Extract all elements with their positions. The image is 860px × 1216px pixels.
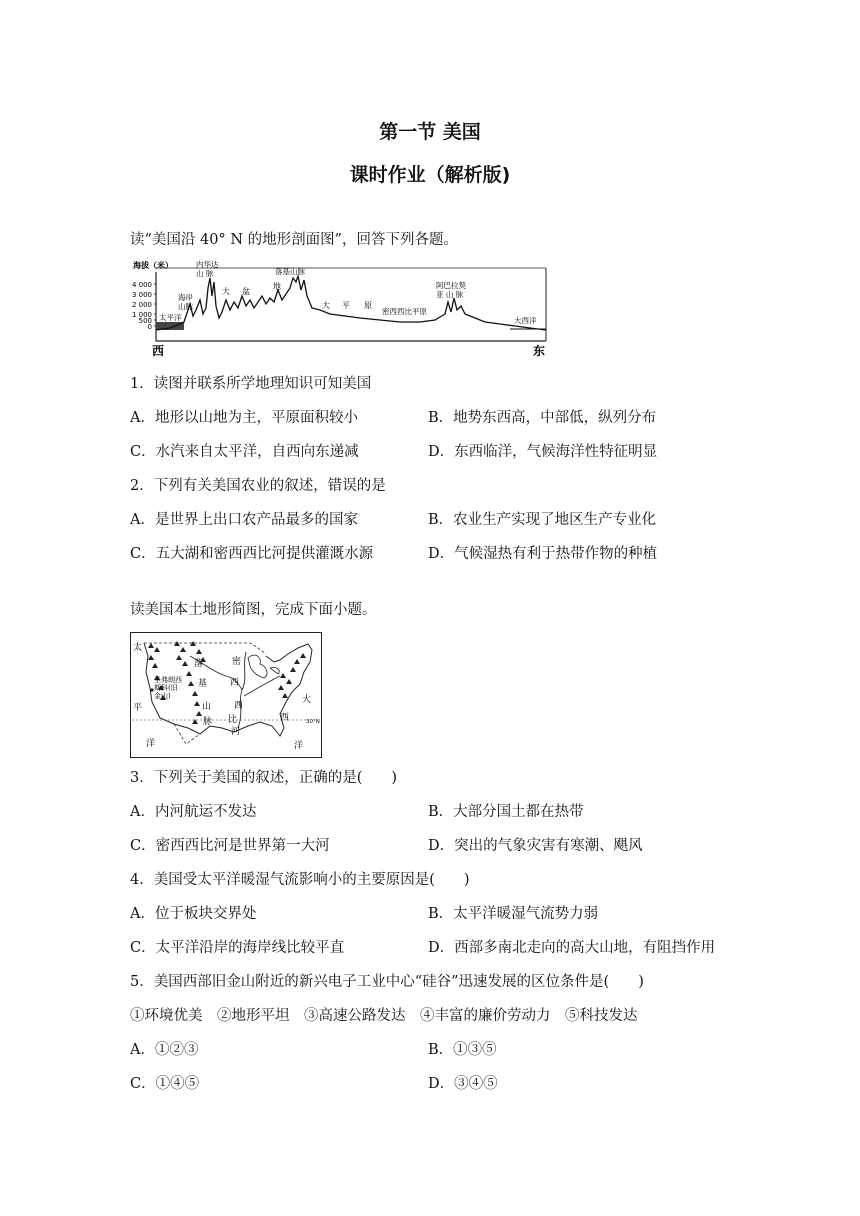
label-sierra-nevada: 内华达 <box>196 260 219 269</box>
tick-label: 0 <box>147 323 152 331</box>
q4-option-b[interactable]: B．太平洋暖湿气流势力弱 <box>428 906 599 922</box>
map-label-30n: 30°N <box>306 719 320 725</box>
map-label-shan: 山 <box>202 702 212 712</box>
map-label-ji: 基 <box>198 679 208 689</box>
q3-option-c[interactable]: C．密西西比河是世界第一大河 <box>130 838 330 854</box>
terrain-profile-figure <box>130 256 550 360</box>
q2-option-c[interactable]: C．五大湖和密西西比河提供灌溉水源 <box>130 546 374 562</box>
label-mississippi-plain: 密西西比平原 <box>382 307 427 316</box>
terrain-profile-line <box>156 276 546 330</box>
us-terrain-map-figure <box>130 632 322 758</box>
map-label-luo: 落 <box>194 659 204 669</box>
map-label-mi: 密 <box>232 657 242 667</box>
tick-label: 3 000 <box>131 291 152 299</box>
intro-profile: 读“美国沿 40° N 的地形剖面图”，回答下列各题。 <box>130 232 459 248</box>
q5-option-a[interactable]: A．①②③ <box>130 1042 199 1058</box>
label-appalachian-2: 亚 山 脉 <box>436 290 464 299</box>
q5-conditions: ①环境优美 ②地形平坦 ③高速公路发达 ④丰富的廉价劳动力 ⑤科技发达 <box>130 1008 638 1024</box>
q3-option-d[interactable]: D．突出的气象灾害有寒潮、飓风 <box>428 838 643 854</box>
map-label-da: 大 <box>302 695 312 705</box>
q3-stem: 3．下列关于美国的叙述，正确的是( ) <box>130 770 398 786</box>
map-label-xi-1: 西 <box>230 678 240 688</box>
q4-option-c[interactable]: C．太平洋沿岸的海岸线比较平直 <box>130 940 345 956</box>
q2-option-d[interactable]: D．气候湿热有利于热带作物的种植 <box>428 546 658 562</box>
q2-option-a[interactable]: A．是世界上出口农产品最多的国家 <box>130 512 358 528</box>
q3-option-a[interactable]: A．内河航运不发达 <box>130 804 257 820</box>
label-west: 西 <box>152 344 165 358</box>
label-basin-1: 大 <box>222 287 230 296</box>
map-label-tai: 太 <box>133 643 143 653</box>
map-label-city-1: 圣弗朗西 <box>154 676 182 684</box>
q1-option-a[interactable]: A．地形以山地为主，平原面积较小 <box>130 410 358 426</box>
q4-option-d[interactable]: D．西部多南北走向的高大山地，有阻挡作用 <box>428 940 716 956</box>
label-coast-range: 海岸 <box>178 293 193 302</box>
q4-option-a[interactable]: A．位于板块交界处 <box>130 906 257 922</box>
map-label-bi: 比 <box>228 715 238 725</box>
map-label-xi-2: 西 <box>234 701 244 711</box>
q1-stem: 1．读图并联系所学地理知识可知美国 <box>130 376 372 392</box>
q1-option-d[interactable]: D．东西临洋，气候海洋性特征明显 <box>428 444 658 460</box>
map-label-xi-3: 西 <box>280 713 290 723</box>
map-label-city-3: 金山) <box>154 692 171 700</box>
q2-stem: 2．下列有关美国农业的叙述，错误的是 <box>130 478 386 494</box>
label-plain-3: 原 <box>364 301 372 310</box>
label-rocky-mountains: 落基山脉 <box>275 267 305 276</box>
q1-option-c[interactable]: C．水汽来自太平洋，自西向东递减 <box>130 444 359 460</box>
label-plain-2: 平 <box>342 301 350 310</box>
tick-label: 1 000 <box>131 311 152 319</box>
label-atlantic: 大西洋 <box>514 316 537 325</box>
map-label-city-2: 斯科(旧 <box>154 684 178 692</box>
tick-label: 500 <box>138 317 152 325</box>
page-subtitle: 课时作业（解析版) <box>349 164 511 186</box>
q2-option-b[interactable]: B．农业生产实现了地区生产专业化 <box>428 512 657 528</box>
q3-option-b[interactable]: B．大部分国土都在热带 <box>428 804 584 820</box>
page-title: 第一节 美国 <box>379 121 481 143</box>
q5-option-b[interactable]: B．①③⑤ <box>428 1042 497 1058</box>
q5-stem: 5．美国西部旧金山附近的新兴电子工业中心“硅谷”迅速发展的区位条件是( ) <box>130 974 644 990</box>
label-sierra-nevada-2: 山 脉 <box>196 269 214 278</box>
label-plain-1: 大 <box>322 301 330 310</box>
map-label-yang: 洋 <box>146 739 156 749</box>
map-label-mai: 脉 <box>203 717 213 727</box>
label-basin-2: 盆 <box>242 287 250 296</box>
label-coast-range-2: 山脉 <box>178 302 193 311</box>
map-label-yang-2: 洋 <box>294 741 304 751</box>
label-appalachian: 阿巴拉契 <box>436 281 466 290</box>
q1-option-b[interactable]: B．地势东西高，中部低，纵列分布 <box>428 410 657 426</box>
profile-ylabel: 海拔（米） <box>133 261 173 270</box>
map-label-he: 河 <box>231 727 241 737</box>
q5-option-d[interactable]: D．③④⑤ <box>428 1076 498 1092</box>
label-pacific: 太平洋 <box>159 313 182 322</box>
tick-label: 2 000 <box>131 301 152 309</box>
intro-map: 读美国本土地形简图，完成下面小题。 <box>130 602 377 618</box>
label-east: 东 <box>533 344 546 358</box>
q5-option-c[interactable]: C．①④⑤ <box>130 1076 200 1092</box>
tick-label: 4 000 <box>131 281 152 289</box>
label-basin-3: 地 <box>273 282 281 291</box>
map-label-ping: 平 <box>133 703 143 713</box>
q4-stem: 4．美国受太平洋暖湿气流影响小的主要原因是( ) <box>130 872 470 888</box>
